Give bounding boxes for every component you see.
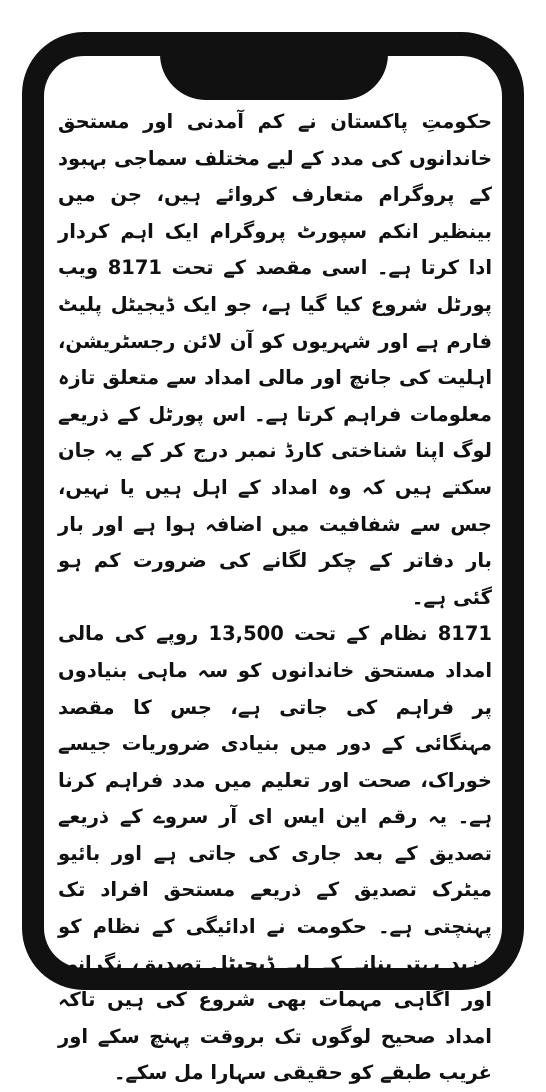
article-body (58, 104, 492, 1092)
article-paragraph-1: حکومتِ پاکستان نے کم آمدنی اور مستحق خاندانوں کی مدد کے لیے مختلف سماجی بہبود کے پروگرام متعارف کروائے ہیں، جن میں بینظیر انکم سپورٹ پروگرام ایک اہم کردار ادا کرتا ہے۔ اسی مقصد کے تحت 8171 ویب پورٹل شروع کیا گیا ہے، جو ایک ڈیجیٹل پلیٹ فارم ہے اور شہریوں کو آن لائن رجسٹریشن، اہلیت کی جانچ اور مالی امداد سے متعلق تازہ معلومات فراہم کرتا ہے۔ اس پورٹل کے ذریعے لوگ اپنا شناختی کارڈ نمبر درج کر کے یہ جان سکتے ہیں کہ وہ امداد کے اہل ہیں یا نہیں، جس سے شفافیت میں اضافہ ہوا ہے اور بار بار دفاتر کے چکر لگانے کی ضرورت کم ہو گئی ہے۔ (58, 110, 493, 609)
article-paragraph-2: 8171 نظام کے تحت 13,500 روپے کی مالی امداد مستحق خاندانوں کو سہ ماہی بنیادوں پر فراہم کی جاتی ہے، جس کا مقصد مہنگائی کے دور میں بنیادی ضروریات جیسے خوراک، صحت اور تعلیم میں مدد فراہم کرنا ہے۔ یہ رقم این ایس ای آر سروے کے ذریعے تصدیق کے بعد جاری کی جاتی ہے اور بائیو میٹرک تصدیق کے ذریعے مستحق افراد تک پہنچتی ہے۔ حکومت نے ادائیگی کے نظام کو مزید بہتر بنانے کے لیے ڈیجیٹل تصدیق، نگرانی اور آگاہی مہمات بھی شروع کی ہیں تاکہ امداد صحیح لوگوں تک بروقت پہنچ سکے اور غریب طبقے کو حقیقی سہارا مل سکے۔ (58, 622, 492, 1085)
phone-notch (160, 44, 388, 100)
